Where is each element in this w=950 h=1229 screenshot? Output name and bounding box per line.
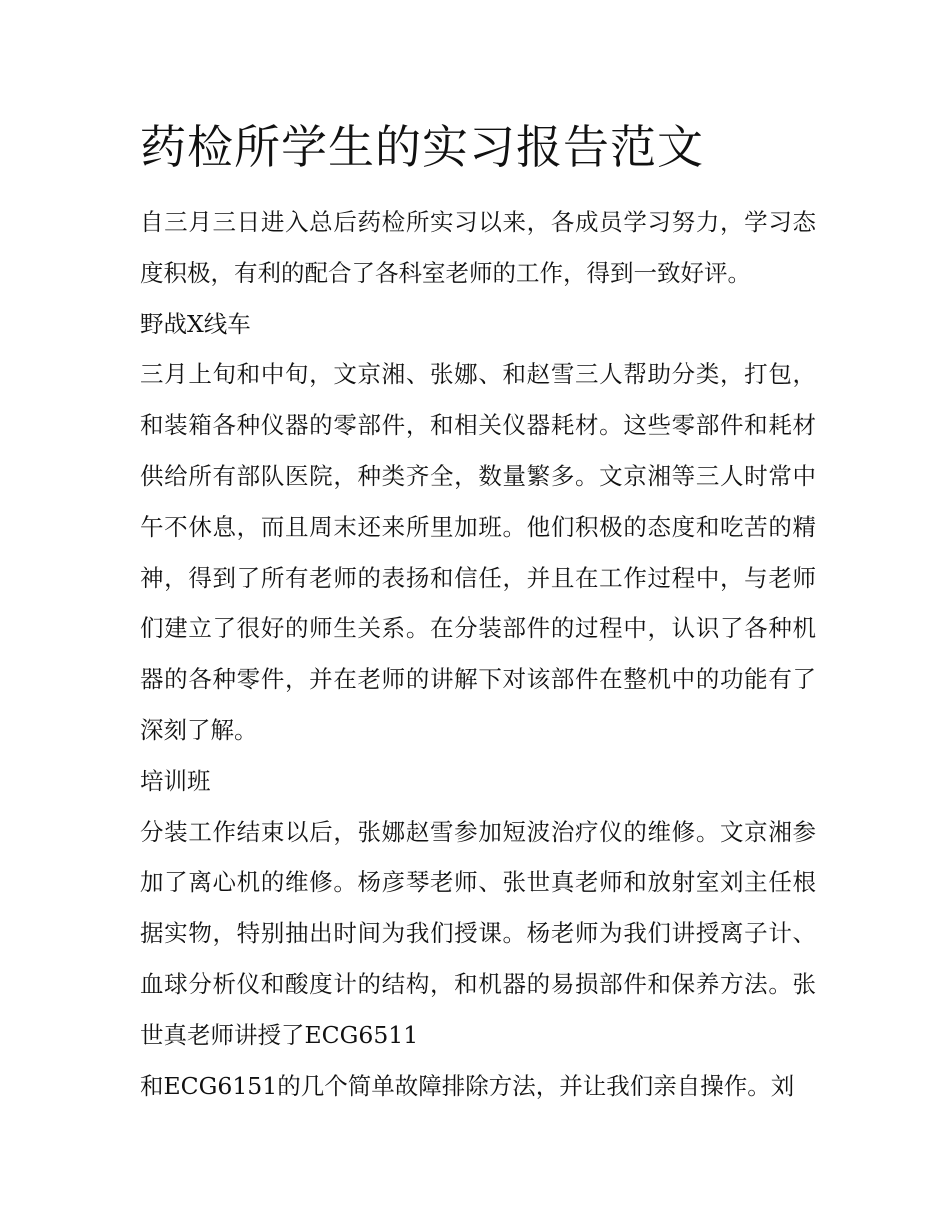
paragraph-intro: 自三月三日进入总后药检所实习以来，各成员学习努力，学习态度积极，有利的配合了各科室老师的工作，得到一致好评。 bbox=[140, 208, 816, 287]
paragraph-training: 分装工作结束以后，张娜赵雪参加短波治疗仪的维修。文京湘参加了离心机的维修。杨彦琴老师、张世真老师和放射室刘主任根据实物，特别抽出时间为我们授课。杨老师为我们讲授离子计、血球分析仪和酸度计的结构，和机器的易损部件和保养方法。张世真老师讲授了ECG6511 bbox=[140, 817, 816, 1049]
section-heading-training: 培训班 bbox=[140, 766, 211, 795]
section-heading-xray-truck: 野战X线车 bbox=[140, 309, 251, 338]
paragraph-ecg: 和ECG6151的几个简单故障排除方法，并让我们亲自操作。刘 bbox=[140, 1071, 795, 1100]
document-title: 药检所学生的实习报告范文 bbox=[140, 120, 704, 174]
document-body bbox=[140, 197, 816, 1111]
paragraph-packing-work: 三月上旬和中旬，文京湘、张娜、和赵雪三人帮助分类，打包，和装箱各种仪器的零部件，和相关仪器耗材。这些零部件和耗材供给所有部队医院，种类齐全，数量繁多。文京湘等三人时常中午不休息，而且周末还来所里加班。他们积极的态度和吃苦的精神，得到了所有老师的表扬和信任，并且在工作过程中，与老师们建立了很好的师生关系。在分装部件的过程中，认识了各种机器的各种零件，并在老师的讲解下对该部件在整机中的功能有了深刻了解。 bbox=[140, 360, 816, 744]
